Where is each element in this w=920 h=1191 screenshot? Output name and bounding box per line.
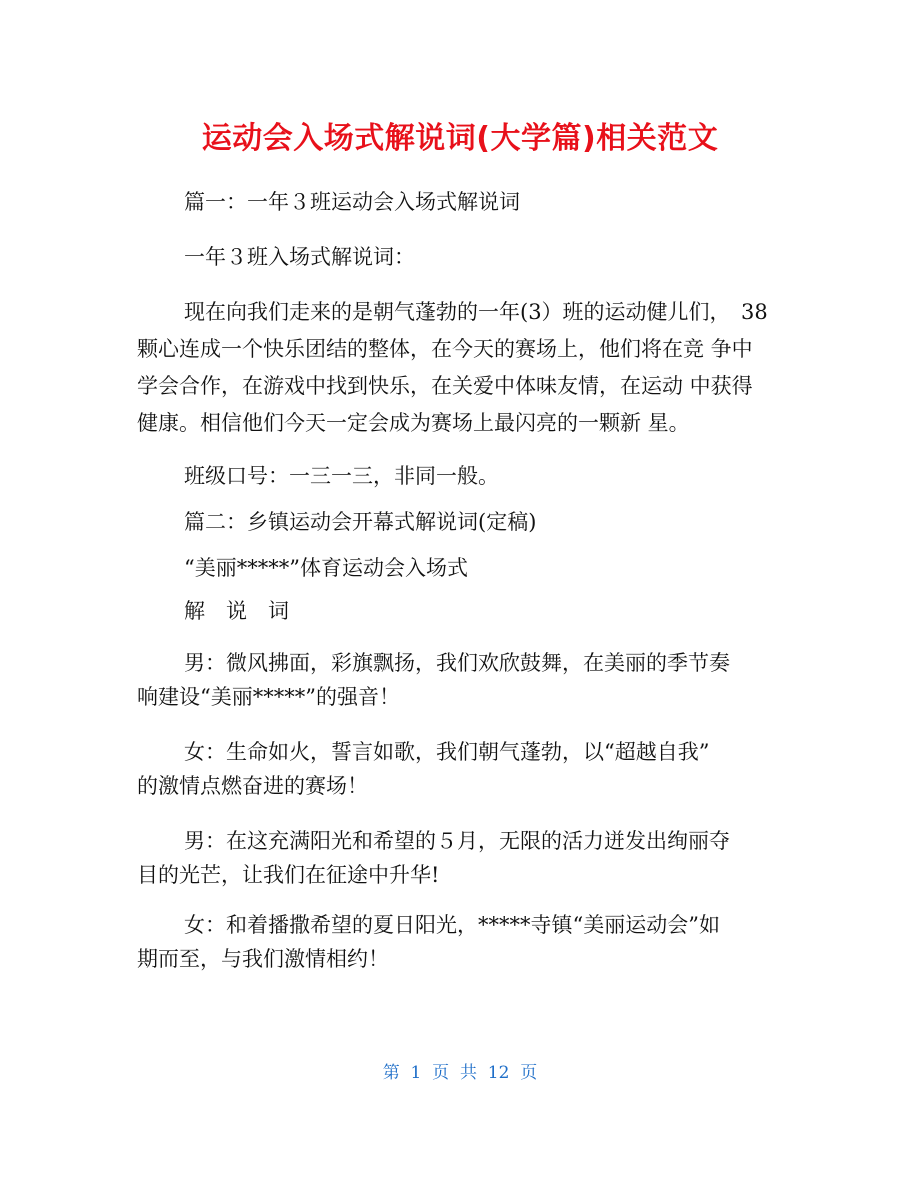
paragraph-line: 目的光芒，让我们在征途中升华! <box>137 863 440 887</box>
paragraph-line: 男：在这充满阳光和希望的５月，无限的活力迸发出绚丽夺 <box>184 829 730 853</box>
paragraph-line: 女：生命如火，誓言如歌，我们朝气蓬勃，以“超越自我” <box>184 740 710 764</box>
page-number-footer: 第 1 页 共 12 页 <box>382 1063 538 1083</box>
paragraph-line: 女：和着播撒希望的夏日阳光，*****寺镇“美丽运动会”如 <box>184 913 720 937</box>
document-title: 运动会入场式解说词(大学篇)相关范文 <box>201 121 719 156</box>
paragraph-line: 健康。相信他们今天一定会成为赛场上最闪亮的一颗新 星。 <box>137 411 690 435</box>
section-heading-1: 篇一：一年３班运动会入场式解说词 <box>184 190 520 214</box>
paragraph-line: 颗心连成一个快乐团结的整体，在今天的赛场上，他们将在竞 争中 <box>137 337 753 361</box>
paragraph-line: 响建设“美丽*****”的强音！ <box>137 685 400 709</box>
subheading-3: 解 说 词 <box>184 599 289 623</box>
class-slogan: 班级口号：一三一三，非同一般。 <box>184 464 499 488</box>
paragraph-line: 的激情点燃奋进的赛场！ <box>137 774 368 798</box>
paragraph-line: 男：微风拂面，彩旗飘扬，我们欢欣鼓舞，在美丽的季节奏 <box>184 651 730 675</box>
subheading-1: 一年３班入场式解说词： <box>184 245 415 269</box>
paragraph-line: 现在向我们走来的是朝气蓬勃的一年(3）班的运动健儿们， 38 <box>184 300 768 324</box>
paragraph-line: 期而至，与我们激情相约！ <box>137 947 389 971</box>
section-heading-2: 篇二：乡镇运动会开幕式解说词(定稿) <box>184 510 537 534</box>
subheading-2: “美丽*****”体育运动会入场式 <box>184 556 468 580</box>
paragraph-line: 学会合作，在游戏中找到快乐，在关爱中体味友情，在运动 中获得 <box>137 374 753 398</box>
